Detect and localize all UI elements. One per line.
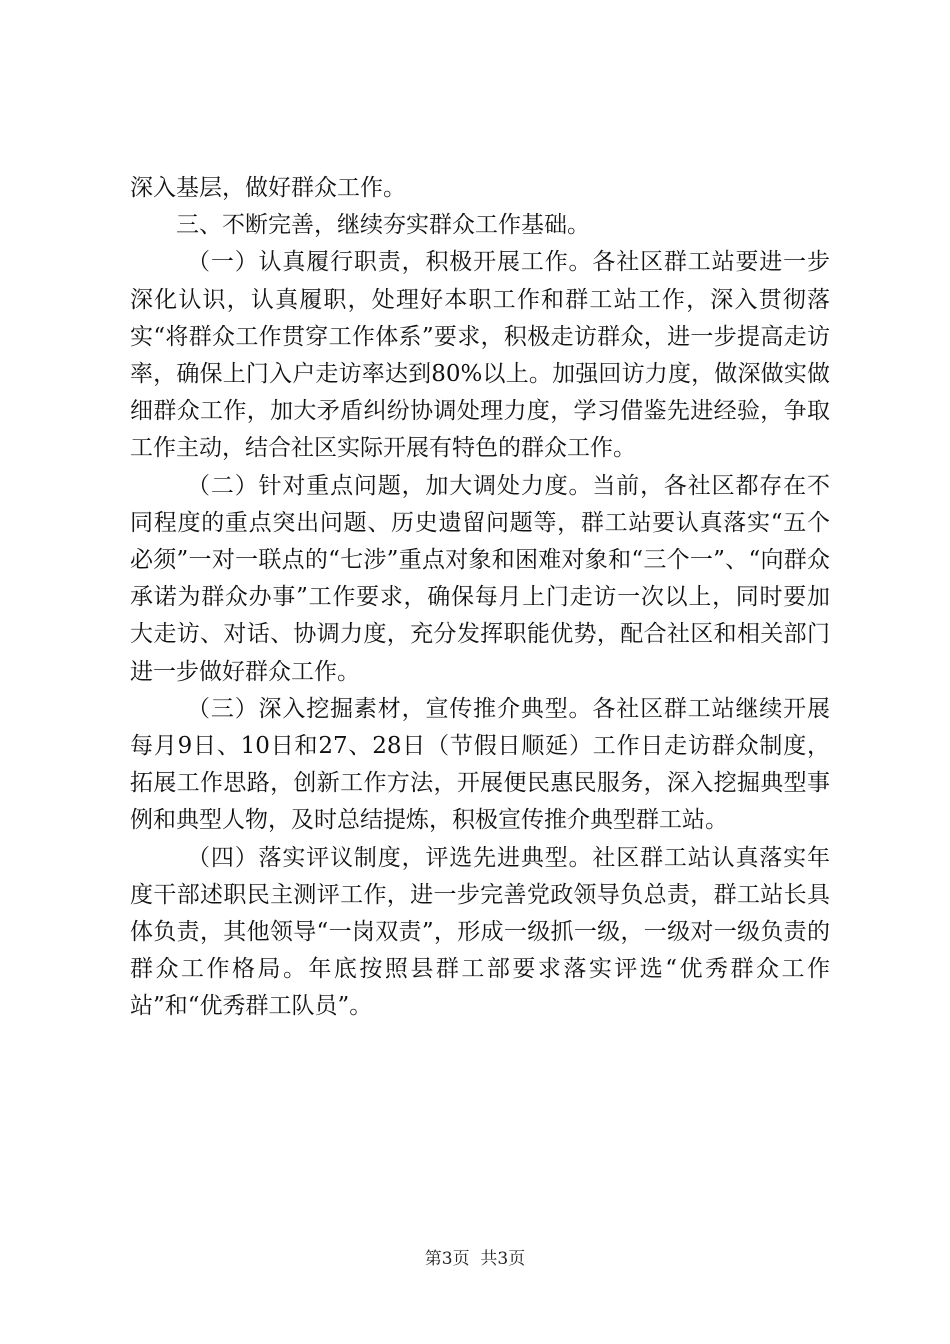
paragraph-item-1: （一）认真履行职责，积极开展工作。各社区群工站要进一步深化认识，认真履职，处理好本职工作和群工站工作，深入贯彻落实“将群众工作贯穿工作体系”要求，积极走访群众，进一步提高走访率，确保上门入户走访率达到80%以上。加强回访力度，做深做实做细群众工作，加大矛盾纠纷协调处理力度，学习借鉴先进经验，争取工作主动，结合社区实际开展有特色的群众工作。 <box>130 249 830 462</box>
paragraph-item-2: （二）针对重点问题，加大调处力度。当前，各社区都存在不同程度的重点突出问题、历史遗留问题等，群工站要认真落实“五个必须”一对一联点的“七涉”重点对象和困难对象和“三个一”、“向群众承诺为群众办事”工作要求，确保每月上门走访一次以上，同时要加大走访、对话、协调力度，充分发挥职能优势，配合社区和相关部门进一步做好群众工作。 <box>130 472 830 685</box>
section-heading: 三、不断完善，继续夯实群众工作基础。 <box>176 212 590 239</box>
continuation-paragraph: 深入基层，做好群众工作。 <box>130 175 406 201</box>
paragraph-item-3: （三）深入挖掘素材，宣传推介典型。各社区群工站继续开展每月9日、10日和27、28日（节假日顺延）工作日走访群众制度，拓展工作思路，创新工作方法，开展便民惠民服务，深入挖掘典型事例和典型人物，及时总结提炼，积极宣传推介典型群工站。 <box>130 695 830 834</box>
document-body <box>130 170 830 1026</box>
page-footer: 第3页 共3页 <box>424 1249 526 1269</box>
paragraph-item-4: （四）落实评议制度，评选先进典型。社区群工站认真落实年度干部述职民主测评工作，进一步完善党政领导负总责，群工站长具体负责，其他领导“一岗双责”，形成一级抓一级，一级对一级负责的群众工作格局。年底按照县群工部要求落实评选“优秀群众工作站”和“优秀群工队员”。 <box>130 844 830 1020</box>
